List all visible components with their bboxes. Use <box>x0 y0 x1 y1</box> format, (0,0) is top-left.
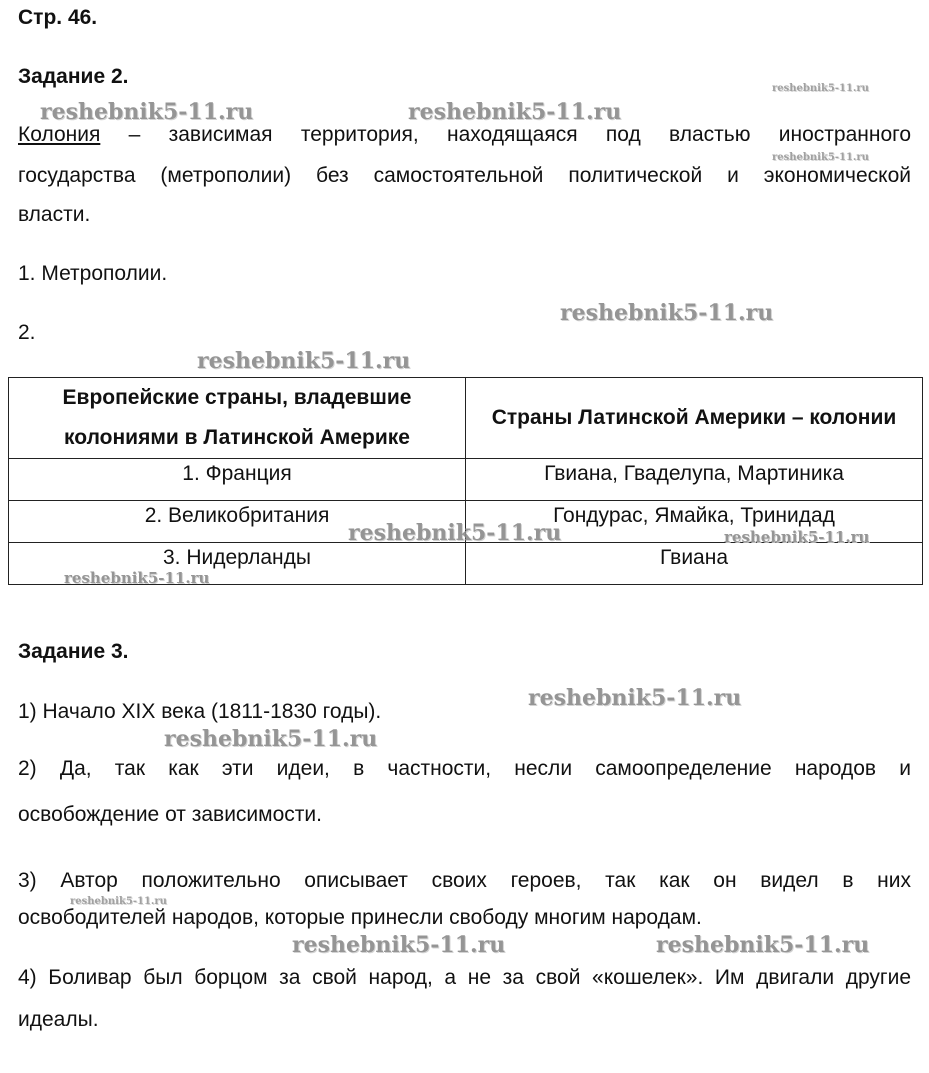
table-cell-colonies: Гондурас, Ямайка, Тринидад <box>466 501 923 543</box>
page-number: Стр. 46. <box>18 6 98 29</box>
watermark: reshebnik5-11.ru <box>164 726 378 752</box>
table-cell-country: 2. Великобритания <box>9 501 466 543</box>
watermark: reshebnik5-11.ru <box>528 685 742 711</box>
watermark: reshebnik5-11.ru <box>348 520 562 546</box>
task3-answer-3-line-2: освободителей народов, которые принесли свободу многим народам. <box>18 906 702 929</box>
task2-heading: Задание 2. <box>18 65 129 88</box>
task3-answer-4-line-1: 4) Боливар был борцом за свой народ, а не за свой «кошелек». Им двигали другие <box>18 966 911 989</box>
watermark: reshebnik5-11.ru <box>70 896 167 907</box>
definition-line-1 <box>18 123 911 147</box>
watermark: reshebnik5-11.ru <box>408 99 622 125</box>
task2-item-2: 2. <box>18 321 36 344</box>
task3-answer-3-line-1: 3) Автор положительно описывает своих героев, так как он видел в них <box>18 869 911 892</box>
task3-answer-4-line-2: идеалы. <box>18 1008 99 1031</box>
watermark: reshebnik5-11.ru <box>724 528 870 546</box>
watermark: reshebnik5-11.ru <box>560 300 774 326</box>
watermark: reshebnik5-11.ru <box>656 932 870 958</box>
definition-line-2: государства (метрополии) без самостоятельной политической и экономической <box>18 164 911 187</box>
table-cell-country: 1. Франция <box>9 459 466 501</box>
definition-line-3: власти. <box>18 203 91 226</box>
watermark: reshebnik5-11.ru <box>197 348 411 374</box>
watermark: reshebnik5-11.ru <box>292 932 506 958</box>
table-cell-country: 3. Нидерланды <box>9 543 466 585</box>
column-header-colonies: Страны Латинской Америки – колонии <box>466 378 923 459</box>
watermark: reshebnik5-11.ru <box>64 569 210 587</box>
watermark: reshebnik5-11.ru <box>40 99 254 125</box>
task3-heading: Задание 3. <box>18 640 129 663</box>
column-header-metropolies: Европейские страны, владевшие колониями в Латинской Америке <box>9 378 466 459</box>
watermark: reshebnik5-11.ru <box>772 83 869 94</box>
table-cell-colonies: Гвиана <box>466 543 923 585</box>
colonies-table <box>8 377 923 585</box>
table-cell-colonies: Гвиана, Гваделупа, Мартиника <box>466 459 923 501</box>
task3-answer-2-line-1: 2) Да, так как эти идеи, в частности, несли самоопределение народов и <box>18 757 911 780</box>
task3-answer-2-line-2: освобождение от зависимости. <box>18 803 322 826</box>
task3-answer-1: 1) Начало XIX века (1811-1830 годы). <box>18 700 382 723</box>
table-row <box>9 459 923 501</box>
watermark: reshebnik5-11.ru <box>772 152 869 163</box>
definition-term: Колония <box>18 123 101 146</box>
definition-text-1: – зависимая территория, находящаяся под властью иностранного <box>100 123 911 146</box>
table-header-row <box>9 378 923 459</box>
task2-item-1: 1. Метрополии. <box>18 262 168 285</box>
